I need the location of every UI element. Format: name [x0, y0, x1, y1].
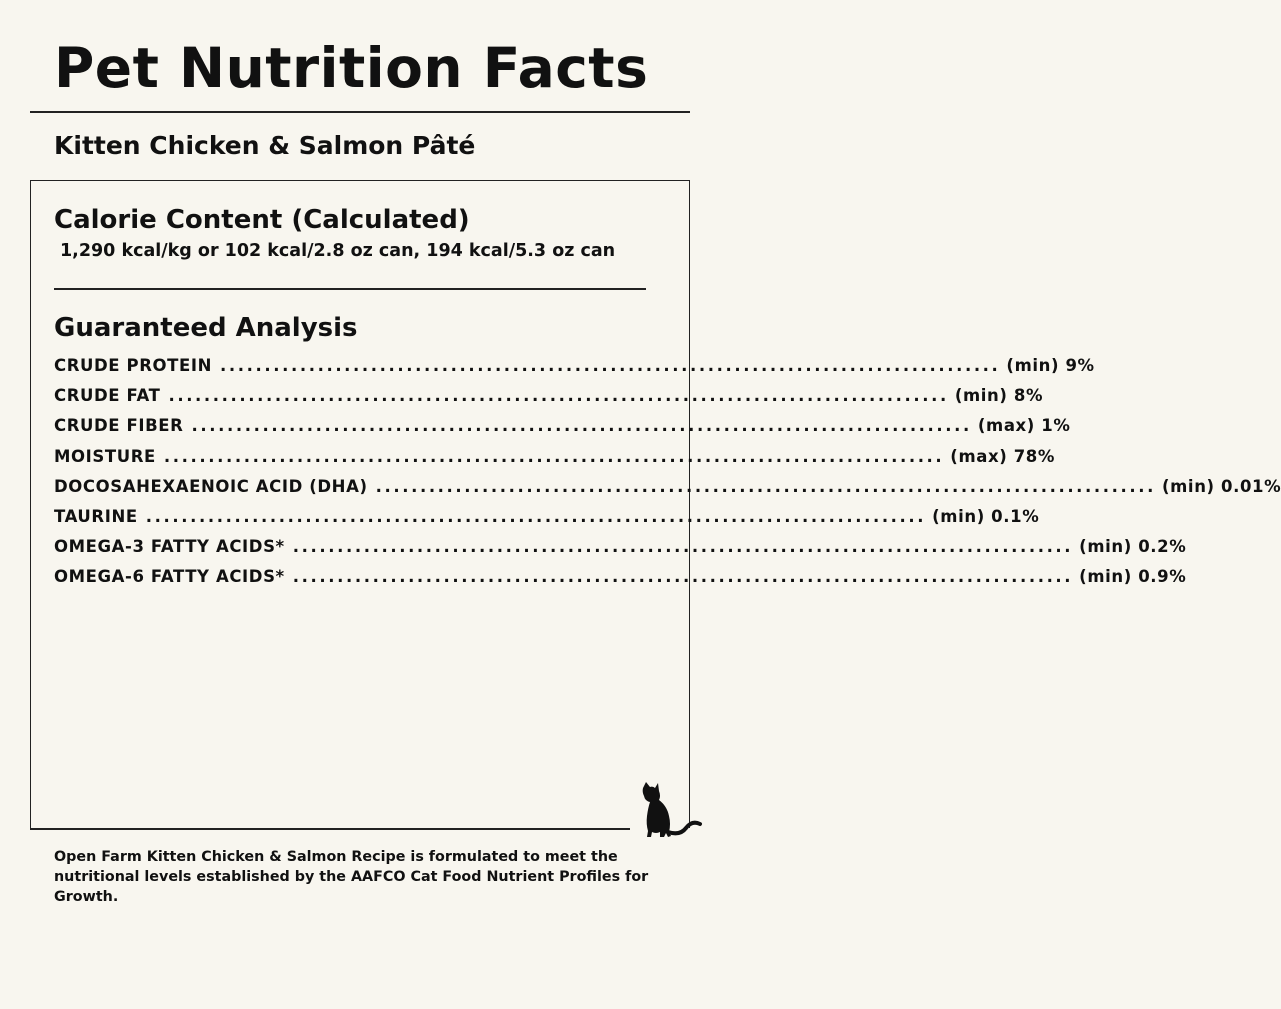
calorie-heading: Calorie Content (Calculated): [54, 205, 470, 235]
nutrient-value: (min) 0.01%: [1162, 476, 1281, 496]
nutrient-name: CRUDE FAT: [54, 386, 161, 406]
section-divider: [54, 288, 646, 290]
analysis-row: [54, 416, 1071, 446]
analysis-row: [54, 446, 1055, 477]
nutrient-name: OMEGA-6 FATTY ACIDS*: [54, 567, 285, 587]
calorie-text: 1,290 kcal/kg or 102 kcal/2.8 oz can, 194 kcal/5.3 oz can: [60, 241, 616, 261]
analysis-row: [54, 356, 1095, 386]
dot-leader: ........................................................................................: [163, 446, 945, 466]
product-name: Kitten Chicken & Salmon Pâté: [54, 131, 476, 160]
dot-leader: ........................................................................................: [292, 567, 1074, 587]
nutrient-value: (min) 8%: [954, 386, 1044, 406]
analysis-heading: Guaranteed Analysis: [54, 313, 358, 343]
dot-leader: ........................................................................................: [220, 356, 1001, 375]
nutrient-name: DOCOSAHEXAENOIC ACID (DHA): [54, 476, 368, 496]
analysis-row: [54, 506, 1040, 537]
nutrient-value: (min) 0.9%: [1079, 567, 1187, 587]
page-title: Pet Nutrition Facts: [54, 36, 649, 100]
nutrient-name: CRUDE PROTEIN: [54, 356, 213, 375]
nutrient-value: (max) 78%: [950, 446, 1055, 466]
analysis-list: [54, 356, 1281, 598]
nutrient-name: TAURINE: [54, 506, 138, 526]
analysis-row: [54, 567, 1187, 597]
formulation-statement: Open Farm Kitten Chicken & Salmon Recipe is formulated to meet the nutritional levels established by the AAFCO Cat Food Nutrient Profiles for Growth.: [54, 849, 649, 905]
nutrient-value: (min) 9%: [1006, 356, 1095, 375]
panel-bottom-border: [30, 828, 630, 830]
dot-leader: ........................................................................................: [292, 537, 1074, 557]
dot-leader: ........................................................................................: [168, 386, 949, 406]
cat-silhouette-icon: [640, 782, 704, 840]
analysis-row: [54, 537, 1187, 567]
nutrient-value: (min) 0.2%: [1079, 537, 1187, 557]
nutrient-value: (min) 0.1%: [932, 506, 1040, 526]
dot-leader: ........................................................................................: [145, 506, 927, 526]
dot-leader: ........................................................................................: [191, 416, 972, 436]
nutrient-name: CRUDE FIBER: [54, 416, 184, 436]
nutrient-value: (max) 1%: [977, 416, 1071, 436]
dot-leader: ........................................................................................: [375, 476, 1156, 496]
nutrient-name: MOISTURE: [54, 446, 156, 466]
title-divider: [30, 111, 690, 113]
analysis-row: [54, 476, 1281, 507]
nutrient-name: OMEGA-3 FATTY ACIDS*: [54, 537, 285, 557]
analysis-row: [54, 386, 1044, 416]
